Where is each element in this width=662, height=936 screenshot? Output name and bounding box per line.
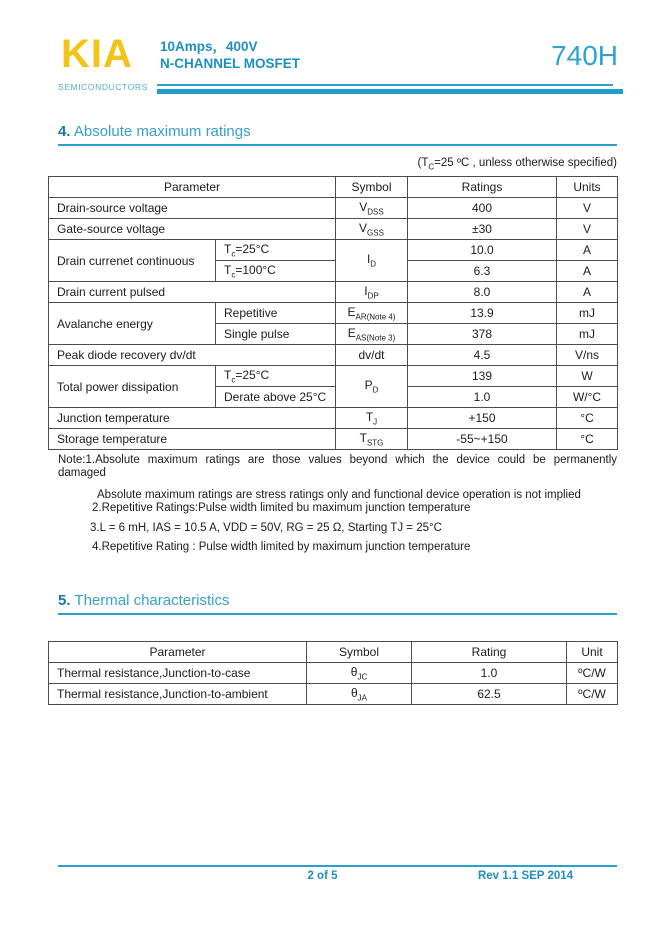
- col-header-unit: Unit: [567, 642, 618, 663]
- footer-rule: [58, 865, 617, 867]
- section4-heading: [58, 123, 617, 146]
- symbol-sub: J: [373, 417, 378, 427]
- condition-cell: [216, 240, 336, 261]
- param-cell: Drain-source voltage: [49, 198, 336, 219]
- symbol-sub: AR(Note 4): [355, 312, 396, 322]
- abs-max-ratings-table: [48, 176, 618, 450]
- symbol-cell: [336, 240, 408, 282]
- condition-cell: [216, 366, 336, 387]
- param-cell: Gate-source voltage: [49, 219, 336, 240]
- rating-cell: 10.0: [408, 240, 557, 261]
- condition-cell: Single pulse: [216, 324, 336, 345]
- rating-cell: +150: [408, 408, 557, 429]
- symbol-cell: [336, 219, 408, 240]
- table-row: [49, 345, 618, 366]
- param-cell: Thermal resistance,Junction-to-case: [49, 663, 307, 684]
- condition-cell: Repetitive: [216, 303, 336, 324]
- table-row: [49, 684, 618, 705]
- unit-cell: A: [557, 261, 618, 282]
- rating-cell: 62.5: [412, 684, 567, 705]
- symbol-sub: JA: [357, 693, 368, 703]
- symbol-sub: DSS: [367, 207, 384, 217]
- device-summary-line1: 10Amps，400V: [160, 39, 258, 54]
- symbol-cell: [336, 198, 408, 219]
- table-row: [49, 198, 618, 219]
- table-row: [49, 663, 618, 684]
- col-header-symbol: Symbol: [307, 642, 412, 663]
- cond-rest: =25°C: [235, 367, 270, 382]
- param-cell: Storage temperature: [49, 429, 336, 450]
- condition-cell: [216, 261, 336, 282]
- unit-cell: V: [557, 219, 618, 240]
- symbol-base: I: [366, 252, 371, 267]
- note-4: 4.Repetitive Rating : Pulse width limited by maximum junction temperature: [92, 541, 471, 553]
- section5-heading: [58, 592, 617, 615]
- col-header-units: Units: [557, 177, 618, 198]
- symbol-base: θ: [350, 664, 358, 679]
- condition-post: =25 ºC , unless otherwise specified): [434, 157, 617, 169]
- cond-sub: c: [231, 249, 236, 259]
- symbol-cell: [307, 684, 412, 705]
- rating-cell: 1.0: [412, 663, 567, 684]
- symbol-base: E: [347, 325, 356, 340]
- symbol-base: T: [359, 430, 367, 445]
- col-header-rating: Rating: [412, 642, 567, 663]
- symbol-base: I: [364, 283, 368, 298]
- cond-base: T: [224, 262, 232, 277]
- symbol-sub: AS(Note 3): [355, 333, 396, 343]
- cond-sub: c: [231, 375, 236, 385]
- col-header-parameter: Parameter: [49, 642, 307, 663]
- symbol-sub: DP: [367, 291, 379, 301]
- table-row: [49, 408, 618, 429]
- symbol-sub: JC: [357, 672, 368, 682]
- section4-number: 4.: [58, 123, 71, 140]
- table-row: [49, 429, 618, 450]
- col-header-symbol: Symbol: [336, 177, 408, 198]
- device-summary: [160, 38, 300, 72]
- symbol-cell: [336, 366, 408, 408]
- note-1-line2: damaged: [58, 467, 106, 479]
- param-cell: Drain currenet continuous: [49, 240, 216, 282]
- condition-sub: C: [428, 162, 435, 172]
- revision-label: Rev 1.1 SEP 2014: [477, 870, 574, 882]
- cond-rest: =25°C: [235, 241, 270, 256]
- symbol-cell: [336, 303, 408, 324]
- note-1-continued: Absolute maximum ratings are stress ratings only and functional device operation is not implied: [97, 489, 581, 501]
- section5-number: 5.: [58, 592, 71, 609]
- symbol-sub: STG: [366, 438, 384, 448]
- rating-cell: 400: [408, 198, 557, 219]
- table-header-row: [49, 642, 618, 663]
- param-cell: Avalanche energy: [49, 303, 216, 345]
- symbol-sub: D: [372, 385, 379, 395]
- param-cell: Total power dissipation: [49, 366, 216, 408]
- symbol-base: P: [364, 378, 373, 393]
- kia-logo-subtext: SEMICONDUCTORS: [58, 82, 148, 92]
- rating-cell: 13.9: [408, 303, 557, 324]
- cond-base: T: [224, 367, 232, 382]
- col-header-parameter: Parameter: [49, 177, 336, 198]
- header-rule-thick: [157, 89, 623, 94]
- col-header-ratings: Ratings: [408, 177, 557, 198]
- symbol-base: E: [347, 304, 356, 319]
- rating-cell: 8.0: [408, 282, 557, 303]
- symbol-cell: dv/dt: [336, 345, 408, 366]
- page-number: 2 of 5: [307, 870, 338, 882]
- rating-cell: 1.0: [408, 387, 557, 408]
- section5-title: Thermal characteristics: [70, 592, 230, 609]
- rating-cell: -55~+150: [408, 429, 557, 450]
- rating-cell: 6.3: [408, 261, 557, 282]
- test-condition-note: [417, 157, 617, 171]
- param-cell: Peak diode recovery dv/dt: [49, 345, 336, 366]
- kia-logo: KIA: [61, 32, 133, 76]
- symbol-base: V: [359, 199, 368, 214]
- unit-cell: ºC/W: [567, 663, 618, 684]
- cond-base: T: [224, 241, 232, 256]
- symbol-cell: [307, 663, 412, 684]
- table-row: [49, 240, 618, 261]
- table-row: [49, 303, 618, 324]
- unit-cell: W/°C: [557, 387, 618, 408]
- symbol-cell: [336, 324, 408, 345]
- symbol-cell: [336, 282, 408, 303]
- part-number: 740H: [551, 40, 618, 71]
- param-cell: Junction temperature: [49, 408, 336, 429]
- unit-cell: V: [557, 198, 618, 219]
- table-row: [49, 366, 618, 387]
- unit-cell: W: [557, 366, 618, 387]
- symbol-cell: [336, 429, 408, 450]
- symbol-cell: [336, 408, 408, 429]
- unit-cell: A: [557, 240, 618, 261]
- param-cell: Drain current pulsed: [49, 282, 336, 303]
- table-row: [49, 219, 618, 240]
- device-summary-line2: N-CHANNEL MOSFET: [160, 56, 300, 71]
- condition-cell: Derate above 25°C: [216, 387, 336, 408]
- unit-cell: V/ns: [557, 345, 618, 366]
- unit-cell: ºC/W: [567, 684, 618, 705]
- note-2: 2.Repetitive Ratings:Pulse width limited bu maximum junction temperature: [92, 502, 471, 514]
- rating-cell: 4.5: [408, 345, 557, 366]
- symbol-sub: GSS: [367, 228, 384, 238]
- section4-title: Absolute maximum ratings: [70, 123, 251, 140]
- symbol-sub: D: [370, 259, 377, 269]
- symbol-base: θ: [350, 685, 358, 700]
- unit-cell: °C: [557, 408, 618, 429]
- unit-cell: A: [557, 282, 618, 303]
- cond-rest: =100°C: [235, 262, 276, 277]
- table-row: [49, 282, 618, 303]
- unit-cell: mJ: [557, 303, 618, 324]
- thermal-characteristics-table: [48, 641, 618, 705]
- cond-sub: c: [231, 270, 236, 280]
- unit-cell: mJ: [557, 324, 618, 345]
- param-cell: Thermal resistance,Junction-to-ambient: [49, 684, 307, 705]
- rating-cell: ±30: [408, 219, 557, 240]
- note-1-line1: Note:1.Absolute maximum ratings are those values beyond which the device could be permanently: [58, 454, 617, 466]
- unit-cell: °C: [557, 429, 618, 450]
- note-3: 3.L = 6 mH, IAS = 10.5 A, VDD = 50V, RG = 25 Ω, Starting TJ = 25°C: [90, 522, 442, 534]
- rating-cell: 378: [408, 324, 557, 345]
- table-header-row: [49, 177, 618, 198]
- rating-cell: 139: [408, 366, 557, 387]
- symbol-base: T: [365, 409, 374, 424]
- condition-pre: (T: [417, 157, 429, 169]
- header-rule-thin: [157, 84, 613, 86]
- symbol-base: V: [359, 220, 368, 235]
